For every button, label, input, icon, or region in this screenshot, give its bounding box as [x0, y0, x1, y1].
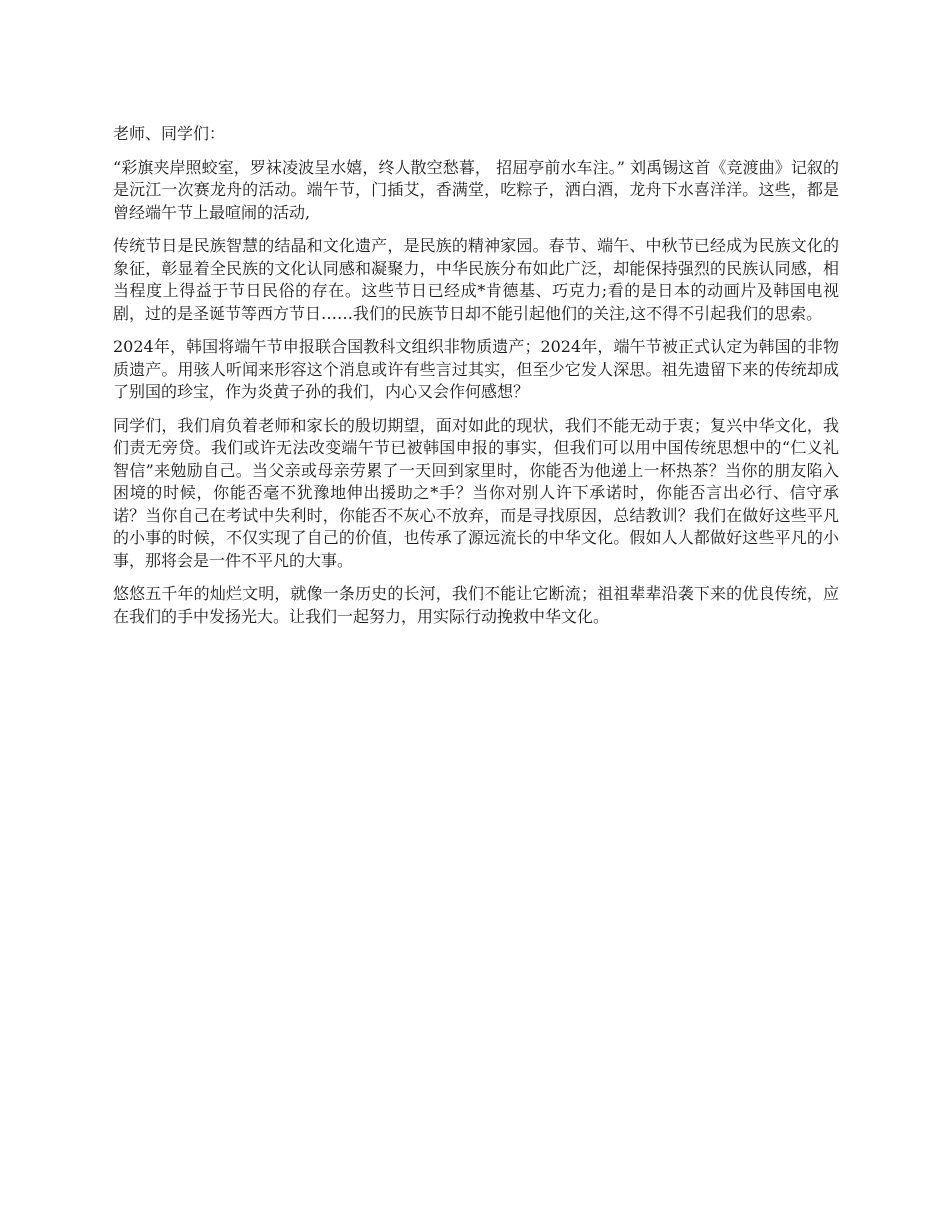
paragraph-2: 传统节日是民族智慧的结晶和文化遗产，是民族的精神家园。春节、端午、中秋节已经成为民族文化的象征，彰显着全民族的文化认同感和凝聚力，中华民族分布如此广泛，却能保持强烈的民族认同感，相当程度上得益于节日民俗的存在。这些节日已经成*肯德基、巧克力;看的是日本的动画片及韩国电视剧，过的是圣诞节等西方节日……我们的民族节日却不能引起他们的关注,这不得不引起我们的思索。: [113, 236, 839, 323]
paragraph-1: “彩旗夹岸照蛟室，罗袜凌波呈水嬉，终人散空愁暮， 招屈亭前水车注。” 刘禹锡这首《竞渡曲》记叙的是沅江一次赛龙舟的活动。端午节，门插艾，香满堂，吃粽子，洒白酒，龙舟下水喜洋洋。这些，都是曾经端午节上最喧闹的活动,: [113, 157, 839, 222]
document-page: [113, 123, 839, 639]
paragraph-5: 悠悠五千年的灿烂文明，就像一条历史的长河，我们不能让它断流；祖祖辈辈沿袭下来的优良传统，应在我们的手中发扬光大。让我们一起努力，用实际行动挽救中华文化。: [113, 584, 839, 626]
greeting: 老师、同学们：: [113, 124, 226, 143]
paragraph-4: 同学们，我们肩负着老师和家长的殷切期望，面对如此的现状，我们不能无动于衷；复兴中华文化，我们责无旁贷。我们或许无法改变端午节已被韩国申报的事实，但我们可以用中国传统思想中的“仁义礼智信”来勉励自己。当父亲或母亲劳累了一天回到家里时，你能否为他递上一杯热茶？当你的朋友陷入困境的时候，你能否毫不犹豫地伸出援助之*手？当你对别人许下承诺时，你能否言出必行、信守承诺？当你自己在考试中失利时，你能否不灰心不放弃，而是寻找原因，总结教训？我们在做好这些平凡的小事的时候，不仅实现了自己的价值，也传承了源远流长的中华文化。假如人人都做好这些平凡的小事，那将会是一件不平凡的大事。: [113, 415, 839, 570]
paragraph-3: 2024年，韩国将端午节申报联合国教科文组织非物质遗产；2024年，端午节被正式认定为韩国的非物质遗产。用骇人听闻来形容这个消息或许有些言过其实，但至少它发人深思。祖先遗留下来的传统却成了别国的珍宝，作为炎黄子孙的我们，内心又会作何感想？: [113, 337, 839, 401]
